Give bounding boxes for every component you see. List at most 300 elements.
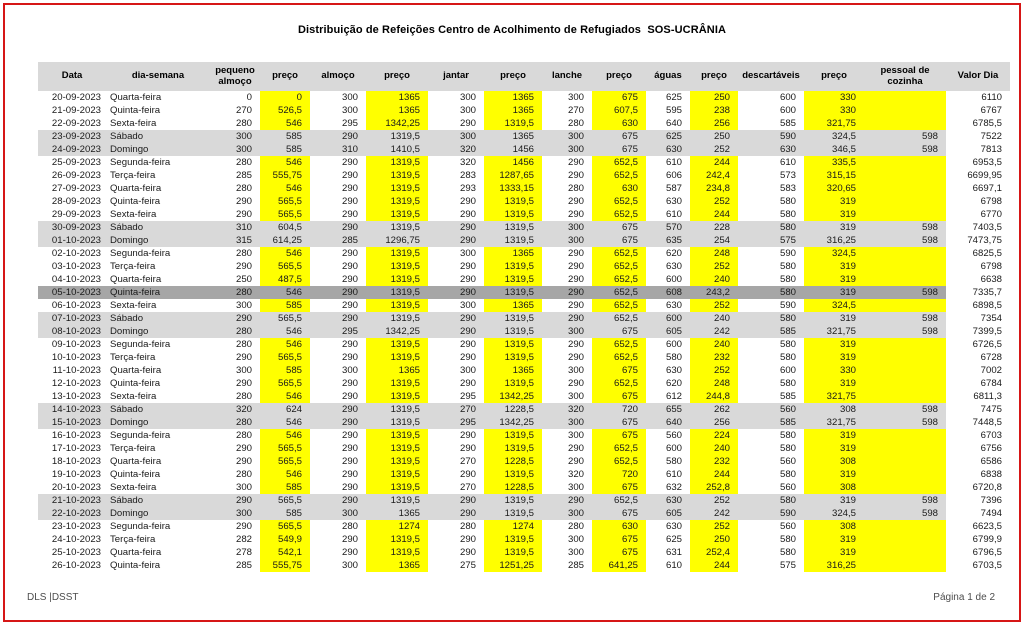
value-cell: 590 [779,248,796,259]
value-cell: 542,1 [260,546,310,559]
value-cell: 320 [428,143,484,156]
value-cell: 585 [260,130,310,143]
table-row [38,299,1010,312]
value-cell: 232 [690,455,738,468]
value-cell: 308 [804,481,864,494]
value-cell: 319 [804,195,864,208]
table-row [38,91,1010,104]
weekday-cell: Terça-feira [110,170,156,181]
value-cell: 270 [567,105,584,116]
value-cell: 300 [567,482,584,493]
value-cell: 1319,5 [484,494,542,507]
value-cell: 232 [690,351,738,364]
weekday-cell: Quarta-feira [110,274,162,285]
value-cell: 6796,5 [972,547,1002,558]
value-cell: 290 [235,521,252,532]
value-cell: 250 [235,274,252,285]
value-cell: 290 [567,248,584,259]
value-cell: 290 [341,261,358,272]
value-cell: 1228,5 [484,403,542,416]
value-cell: 675 [592,325,646,338]
value-cell: 598 [864,312,946,325]
value-cell [864,546,946,559]
table-row [38,351,1010,364]
value-cell: 330 [804,91,864,104]
value-cell: 1319,5 [484,260,542,273]
value-cell: 630 [592,520,646,533]
value-cell: 295 [428,416,484,429]
value-cell: 570 [646,221,690,234]
value-cell: 590 [779,300,796,311]
value-cell: 244 [690,208,738,221]
value-cell [864,299,946,312]
value-cell: 290 [210,494,260,507]
value-cell: 630 [665,521,682,532]
date-cell: 25-09-2023 [51,157,101,168]
value-cell: 1319,5 [366,442,428,455]
value-cell: 300 [567,391,584,402]
value-cell: 1228,5 [484,455,542,468]
value-cell: 280 [235,391,252,402]
table-row [38,117,1010,130]
value-cell: 1319,5 [366,429,428,442]
value-cell: 607,5 [592,104,646,117]
date-cell: 03-10-2023 [51,261,101,272]
value-cell: 546 [260,247,310,260]
value-cell: 1365 [366,91,428,104]
value-cell: 290 [567,339,584,350]
value-cell: 300 [341,560,358,571]
column-header: preço [804,62,864,91]
value-cell: 600 [779,365,796,376]
value-cell: 290 [310,130,366,143]
value-cell: 285 [310,234,366,247]
value-cell: 546 [260,416,310,429]
value-cell [864,364,946,377]
value-cell: 290 [341,547,358,558]
value-cell: 290 [567,196,584,207]
value-cell: 252 [690,143,738,156]
table-row [38,403,1010,416]
value-cell: 7522 [980,131,1002,142]
value-cell: 546 [260,286,310,299]
value-cell: 319 [804,442,864,455]
value-cell: 6110 [981,92,1002,103]
value-cell: 652,5 [592,338,646,351]
value-cell: 560 [665,430,682,441]
value-cell: 608 [646,286,690,299]
value-cell: 290 [567,170,584,181]
value-cell: 275 [459,560,476,571]
value-cell: 290 [310,403,366,416]
value-cell: 1456 [484,156,542,169]
value-cell: 1319,5 [366,299,428,312]
column-header: lanche [542,62,592,91]
column-header: Data [38,62,106,91]
value-cell: 1319,5 [366,286,428,299]
value-cell: 1319,5 [366,468,428,481]
weekday-cell: Sexta-feira [110,118,157,129]
value-cell: 675 [592,143,646,156]
value-cell: 585 [260,299,310,312]
value-cell: 580 [779,547,796,558]
value-cell: 310 [210,221,260,234]
value-cell: 585 [779,118,796,129]
table-row [38,442,1010,455]
value-cell: 575 [779,560,796,571]
value-cell: 290 [428,325,484,338]
value-cell: 675 [592,429,646,442]
value-cell: 290 [235,352,252,363]
value-cell: 280 [235,469,252,480]
value-cell: 630 [665,196,682,207]
value-cell: 555,75 [260,169,310,182]
value-cell: 610 [665,157,682,168]
value-cell [864,104,946,117]
date-cell: 22-10-2023 [38,507,106,520]
value-cell: 320 [567,469,584,480]
column-header: preço [592,62,646,91]
weekday-cell: Quinta-feira [106,286,210,299]
value-cell: 720 [592,468,646,481]
value-cell: 290 [459,196,476,207]
value-cell: 600 [665,443,682,454]
value-cell: 290 [341,300,358,311]
value-cell: 675 [592,416,646,429]
value-cell: 585 [738,416,804,429]
value-cell: 300 [567,92,584,103]
value-cell: 604,5 [260,221,310,234]
value-cell: 580 [779,339,796,350]
value-cell: 6838 [980,469,1002,480]
value-cell: 1319,5 [366,130,428,143]
value-cell: 7473,75 [967,235,1002,246]
value-cell: 242 [690,325,738,338]
value-cell: 290 [567,274,584,285]
weekday-cell: Terça-feira [110,534,156,545]
value-cell: 346,5 [804,143,864,156]
value-cell: 290 [341,170,358,181]
value-cell: 652,5 [592,351,646,364]
value-cell: 598 [864,286,946,299]
value-cell: 290 [341,378,358,389]
value-cell: 600 [779,105,796,116]
value-cell: 1319,5 [366,156,428,169]
weekday-cell: Segunda-feira [110,157,171,168]
value-cell: 7354 [980,313,1002,324]
value-cell: 1319,5 [484,325,542,338]
weekday-cell: Domingo [106,325,210,338]
value-cell: 1319,5 [366,221,428,234]
value-cell: 595 [665,105,682,116]
value-cell: 290 [235,443,252,454]
table-row [38,377,1010,390]
value-cell: 575 [738,234,804,247]
date-cell: 11-10-2023 [52,365,101,376]
value-cell: 675 [592,481,646,494]
value-cell: 612 [665,391,682,402]
date-cell: 04-10-2023 [51,274,101,285]
value-cell: 290 [459,430,476,441]
weekday-cell: Sábado [106,312,210,325]
value-cell: 600 [665,274,682,285]
table-row [38,364,1010,377]
value-cell: 560 [779,521,796,532]
value-cell: 290 [542,494,592,507]
value-cell: 675 [592,234,646,247]
value-cell: 1319,5 [366,481,428,494]
date-cell: 17-10-2023 [51,443,101,454]
value-cell: 560 [738,403,804,416]
value-cell: 585 [260,507,310,520]
value-cell: 598 [864,507,946,520]
value-cell: 308 [804,403,864,416]
value-cell [864,429,946,442]
value-cell: 1319,5 [366,403,428,416]
column-header: pessoal de cozinha [864,62,946,91]
table-row [38,468,1010,481]
date-cell: 06-10-2023 [51,300,101,311]
date-cell: 05-10-2023 [38,286,106,299]
value-cell: 282 [235,534,252,545]
value-cell: 598 [864,234,946,247]
value-cell: 6798 [980,261,1002,272]
value-cell: 1287,65 [484,169,542,182]
value-cell: 300 [235,365,252,376]
value-cell: 1319,5 [484,195,542,208]
weekday-cell: Sexta-feira [110,391,157,402]
value-cell: 6825,5 [972,248,1002,259]
value-cell: 1319,5 [366,455,428,468]
value-cell: 324,5 [804,130,864,143]
value-cell: 590 [738,130,804,143]
value-cell: 290 [235,456,252,467]
value-cell: 280 [567,521,584,532]
value-cell: 610 [665,560,682,571]
value-cell: 316,25 [804,234,864,247]
value-cell: 598 [864,403,946,416]
date-cell: 01-10-2023 [38,234,106,247]
value-cell: 321,75 [804,390,864,403]
value-cell: 1296,75 [366,234,428,247]
value-cell: 319 [804,208,864,221]
value-cell: 319 [804,260,864,273]
value-cell: 319 [804,494,864,507]
value-cell: 252 [690,520,738,533]
value-cell: 238 [690,104,738,117]
value-cell: 580 [738,221,804,234]
value-cell: 300 [567,365,584,376]
value-cell: 290 [428,494,484,507]
table-row [38,273,1010,286]
value-cell: 1319,5 [484,377,542,390]
value-cell: 598 [864,130,946,143]
date-cell: 26-10-2023 [51,560,101,571]
weekday-cell: Segunda-feira [110,339,171,350]
value-cell: 290 [428,221,484,234]
value-cell: 252 [690,494,738,507]
date-cell: 26-09-2023 [51,170,101,181]
value-cell: 300 [542,234,592,247]
value-cell: 290 [459,378,476,389]
value-cell: 320 [542,403,592,416]
value-cell: 1319,5 [366,208,428,221]
table-row [38,312,1010,325]
value-cell: 580 [738,312,804,325]
value-cell: 290 [341,443,358,454]
value-cell: 580 [738,286,804,299]
date-cell: 18-10-2023 [51,456,101,467]
value-cell: 300 [235,300,252,311]
value-cell: 283 [459,170,476,181]
value-cell: 290 [341,430,358,441]
value-cell: 1319,5 [366,247,428,260]
value-cell: 290 [459,118,476,129]
value-cell: 635 [646,234,690,247]
value-cell: 1319,5 [366,546,428,559]
value-cell: 641,25 [592,559,646,572]
value-cell: 300 [542,130,592,143]
value-cell: 280 [235,339,252,350]
value-cell: 565,5 [260,260,310,273]
value-cell: 6785,5 [972,118,1002,129]
value-cell: 675 [592,390,646,403]
table-header [38,62,1010,91]
value-cell: 290 [567,378,584,389]
value-cell: 583 [779,183,796,194]
value-cell: 290 [235,196,252,207]
value-cell: 290 [428,234,484,247]
value-cell: 295 [341,118,358,129]
value-cell: 252 [690,260,738,273]
value-cell: 252,4 [690,546,738,559]
column-header: preço [690,62,738,91]
value-cell: 546 [260,429,310,442]
value-cell: 300 [210,143,260,156]
value-cell: 290 [459,261,476,272]
value-cell [864,247,946,260]
value-cell: 555,75 [260,559,310,572]
value-cell: 280 [341,521,358,532]
value-cell: 630 [665,300,682,311]
weekday-cell: Segunda-feira [110,248,171,259]
value-cell: 565,5 [260,195,310,208]
value-cell: 300 [210,130,260,143]
date-cell: 14-10-2023 [38,403,106,416]
value-cell: 300 [459,105,476,116]
value-cell: 280 [235,248,252,259]
value-cell: 1251,25 [484,559,542,572]
value-cell: 290 [567,443,584,454]
value-cell: 6728 [980,352,1002,363]
value-cell: 280 [210,325,260,338]
value-cell: 6703,5 [972,560,1002,571]
weekday-cell: Terça-feira [110,443,156,454]
value-cell: 630 [646,143,690,156]
value-cell: 620 [665,378,682,389]
value-cell: 290 [235,209,252,220]
value-cell: 295 [310,325,366,338]
table-row [38,182,1010,195]
value-cell: 580 [779,352,796,363]
value-cell: 319 [804,221,864,234]
table-row [38,546,1010,559]
column-header: preço [366,62,428,91]
value-cell: 652,5 [592,299,646,312]
value-cell: 652,5 [592,286,646,299]
value-cell: 6798 [980,196,1002,207]
value-cell: 1333,15 [484,182,542,195]
value-cell: 1319,5 [366,312,428,325]
value-cell: 546 [260,468,310,481]
weekday-cell: Quinta-feira [110,378,161,389]
date-cell: 23-10-2023 [51,521,101,532]
value-cell: 675 [592,533,646,546]
value-cell: 610 [665,469,682,480]
value-cell: 620 [665,248,682,259]
value-cell: 6784 [980,378,1002,389]
value-cell [864,273,946,286]
value-cell: 1319,5 [484,429,542,442]
table-row [38,130,1010,143]
value-cell: 300 [459,248,476,259]
value-cell: 300 [567,547,584,558]
value-cell: 7448,5 [972,417,1002,428]
value-cell: 6638 [980,274,1002,285]
value-cell: 319 [804,429,864,442]
value-cell: 1319,5 [366,260,428,273]
value-cell: 1319,5 [484,507,542,520]
date-cell: 12-10-2023 [51,378,101,389]
value-cell: 330 [804,364,864,377]
value-cell: 652,5 [592,169,646,182]
value-cell: 290 [567,157,584,168]
weekday-cell: Quinta-feira [110,560,161,571]
value-cell: 7813 [980,144,1002,155]
value-cell: 308 [804,455,864,468]
weekday-cell: Sábado [106,494,210,507]
value-cell: 321,75 [804,117,864,130]
table-row [38,208,1010,221]
value-cell: 631 [665,547,682,558]
value-cell: 290 [459,209,476,220]
value-cell: 300 [341,92,358,103]
header-row [38,62,1010,91]
value-cell: 6953,5 [972,157,1002,168]
table-row [38,195,1010,208]
value-cell: 330 [804,104,864,117]
value-cell: 585 [779,391,796,402]
value-cell: 573 [779,170,796,181]
value-cell [864,442,946,455]
value-cell [864,260,946,273]
value-cell: 585 [260,481,310,494]
value-cell: 321,75 [804,416,864,429]
weekday-cell: Segunda-feira [110,521,171,532]
value-cell: 290 [235,261,252,272]
value-cell: 242 [690,507,738,520]
value-cell: 319 [804,377,864,390]
table-row [38,286,1010,299]
value-cell: 598 [864,494,946,507]
date-cell: 30-09-2023 [38,221,106,234]
value-cell: 262 [690,403,738,416]
value-cell: 324,5 [804,299,864,312]
value-cell: 580 [779,261,796,272]
value-cell: 585 [260,364,310,377]
table-row [38,234,1010,247]
value-cell: 565,5 [260,442,310,455]
